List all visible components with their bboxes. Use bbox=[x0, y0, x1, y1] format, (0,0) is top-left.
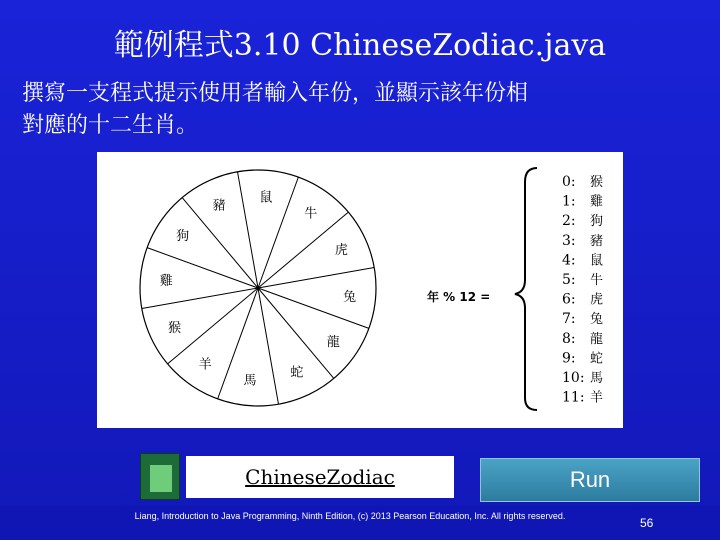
mapping-animal: 虎 bbox=[590, 292, 604, 308]
mapping-animal: 雞 bbox=[590, 194, 604, 210]
mapping-index: 2: bbox=[562, 213, 576, 230]
mapping-index: 11: bbox=[562, 389, 585, 406]
mapping-animal: 蛇 bbox=[590, 351, 604, 367]
mapping-index: 7: bbox=[562, 311, 576, 328]
body-line-2: 對應的十二生肖。 bbox=[22, 113, 199, 138]
wheel-animal-label: 蛇 bbox=[290, 365, 304, 381]
curly-brace bbox=[515, 168, 537, 410]
mapping-animal: 狗 bbox=[590, 214, 604, 230]
formula-label: 年 % 12 = bbox=[427, 290, 491, 304]
page-number: 56 bbox=[640, 516, 654, 530]
mapping-animal: 鼠 bbox=[590, 253, 604, 269]
run-button[interactable]: Run bbox=[480, 458, 700, 502]
java-file-icon[interactable] bbox=[140, 453, 180, 500]
wheel-animal-label: 猴 bbox=[168, 320, 182, 336]
mapping-index: 4: bbox=[562, 252, 576, 269]
wheel-animal-label: 兔 bbox=[343, 290, 357, 306]
wheel-animal-label: 馬 bbox=[243, 373, 257, 389]
mapping-animal: 豬 bbox=[590, 233, 604, 249]
zodiac-figure bbox=[97, 152, 623, 428]
zodiac-diagram bbox=[97, 152, 623, 428]
mapping-index: 6: bbox=[562, 291, 576, 308]
mapping-index: 8: bbox=[562, 330, 576, 347]
mapping-index: 0: bbox=[562, 174, 576, 190]
wheel-animal-label: 虎 bbox=[334, 243, 348, 259]
wheel-animal-label: 鼠 bbox=[259, 190, 273, 206]
mapping-animal: 牛 bbox=[590, 273, 604, 288]
wheel-animal-label: 羊 bbox=[198, 357, 212, 373]
wheel-spoke bbox=[258, 288, 278, 404]
mapping-index: 1: bbox=[562, 193, 576, 210]
wheel-spoke bbox=[142, 288, 258, 308]
mapping-animal: 馬 bbox=[590, 371, 604, 386]
wheel-spoke bbox=[238, 172, 258, 288]
wheel-animal-label: 狗 bbox=[176, 229, 190, 245]
mapping-animal: 龍 bbox=[590, 331, 604, 347]
wheel-animal-label: 牛 bbox=[304, 206, 318, 222]
wheel-animal-label: 雞 bbox=[159, 273, 173, 289]
body-line-1: 撰寫一支程式提示使用者輸入年份，並顯示該年份相 bbox=[22, 81, 529, 106]
wheel-spoke bbox=[258, 268, 374, 288]
mapping-index: 9: bbox=[562, 350, 576, 367]
mapping-index: 10: bbox=[562, 370, 585, 386]
wheel-animal-label: 豬 bbox=[212, 198, 226, 214]
mapping-index: 3: bbox=[562, 232, 576, 249]
wheel-spokes bbox=[142, 172, 374, 404]
slide-title: 範例程式3.10 ChineseZodiac.java bbox=[113, 28, 607, 63]
footer-credit: Liang, Introduction to Java Programming, Ninth Edition, (c) 2013 Pearson Education, Inc. All rights reserved. bbox=[134, 511, 566, 521]
wheel-animal-label: 龍 bbox=[326, 334, 340, 350]
slide-body bbox=[22, 78, 702, 142]
chinese-zodiac-file-link[interactable]: ChineseZodiac bbox=[186, 456, 454, 498]
mapping-animal: 兔 bbox=[590, 312, 604, 328]
mapping-animal: 猴 bbox=[590, 175, 604, 190]
mapping-index: 5: bbox=[562, 272, 576, 288]
mapping-animal: 羊 bbox=[590, 390, 604, 406]
mapping-list bbox=[562, 174, 603, 406]
